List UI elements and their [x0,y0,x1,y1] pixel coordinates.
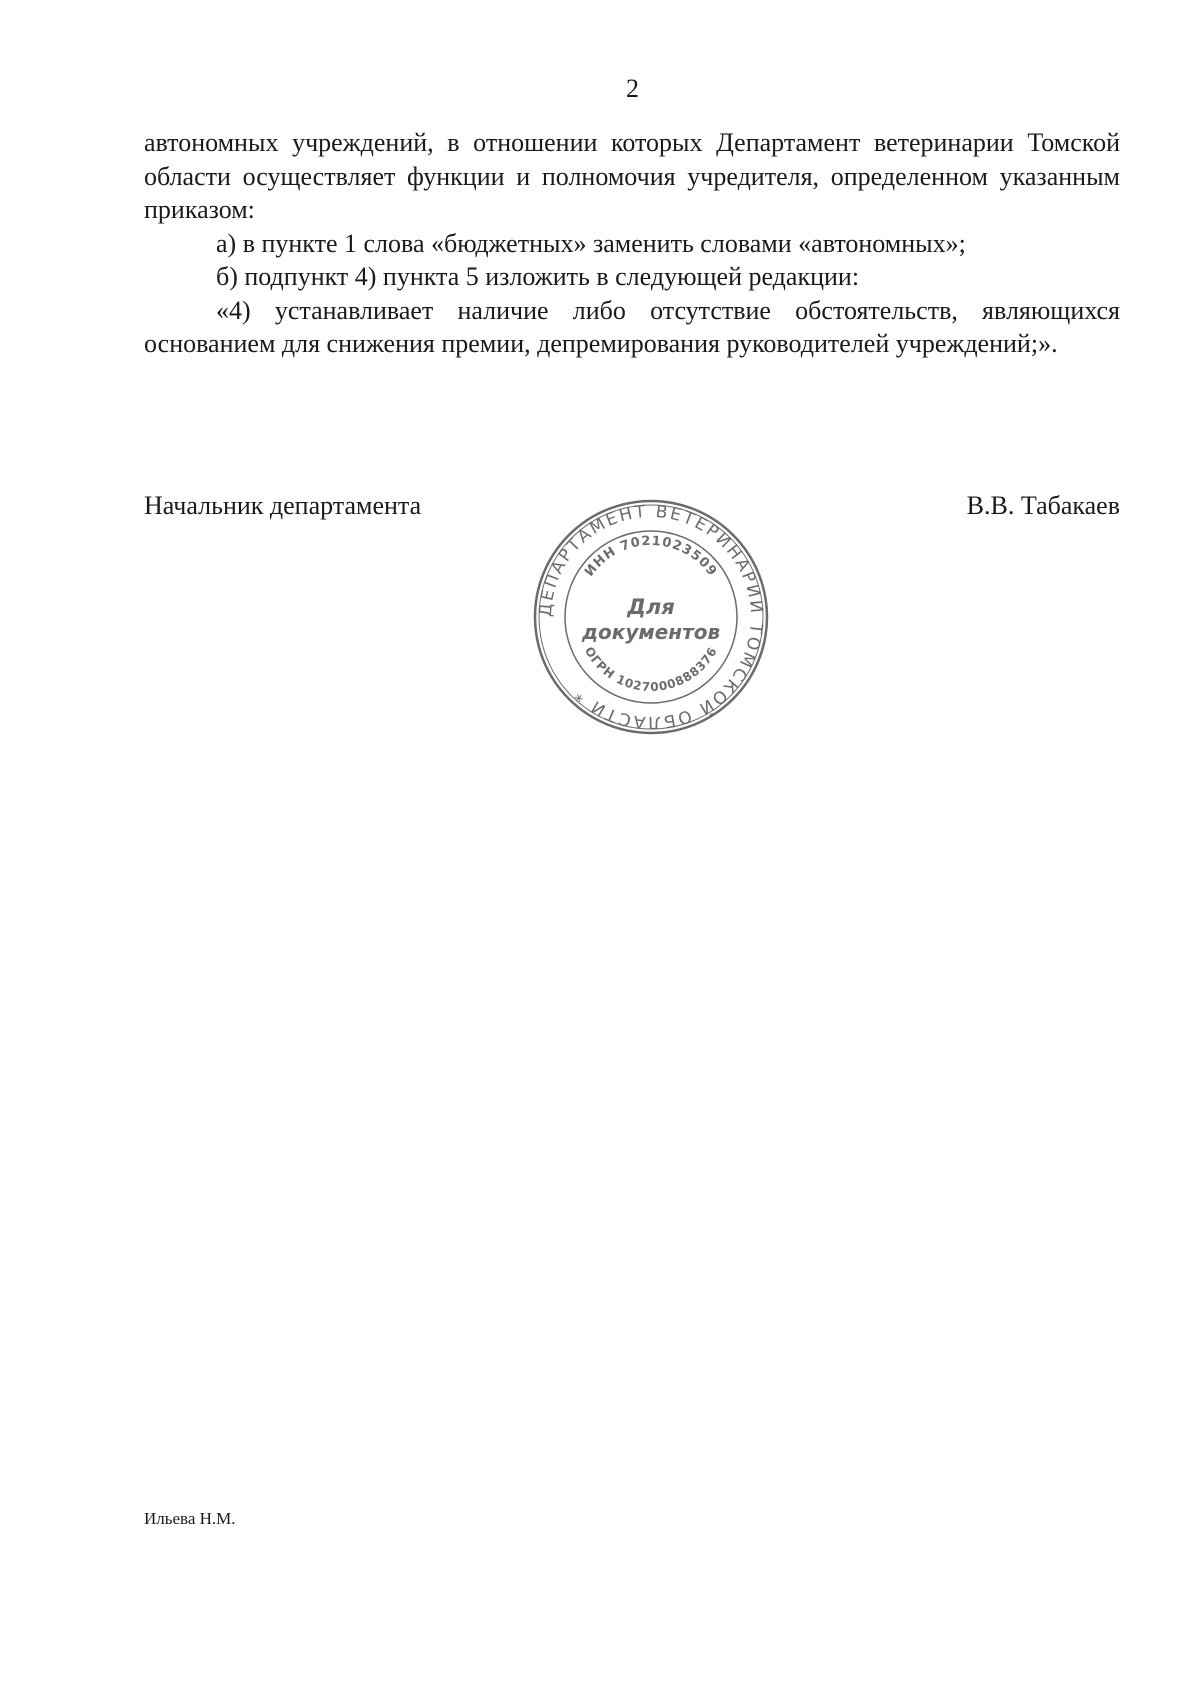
paragraph-subitem-4: «4) устанавливает наличие либо отсутствие обстоятельств, являющихся основанием для снижения премии, депремирования руководителей учреждений;». [144,295,1120,358]
paragraph-intro: автономных учреждений, в отношении которых Департамент ветеринарии Томской области осуществляет функции и полномочия учредителя, определенном указанным приказом: [144,128,1120,224]
signature-title: Начальник департамента [144,491,422,520]
stamp-outer-text: ДЕПАРТАМЕНТ ВЕТЕРИНАРИИ ТОМСКОЙ ОБЛАСТИ * [535,501,767,733]
stamp-ogrn-text: ОГРН 1027000888376 [581,644,721,695]
document-body [144,126,1120,361]
signature-name: В.В. Табакаев [966,491,1120,520]
executor-name: Ильева Н.М. [144,1509,236,1528]
stamp-center-line2: документов [581,620,721,644]
stamp-center-line1: Для [627,595,675,619]
official-stamp [531,497,771,737]
stamp-inn-text: ИНН 7021023509 [582,533,720,580]
paragraph-item-a: а) в пункте 1 слова «бюджетных» заменить словами «автономных»; [216,228,966,258]
page-number: 2 [626,74,639,103]
paragraph-item-b: б) подпункт 4) пункта 5 изложить в следующей редакции: [216,262,860,291]
